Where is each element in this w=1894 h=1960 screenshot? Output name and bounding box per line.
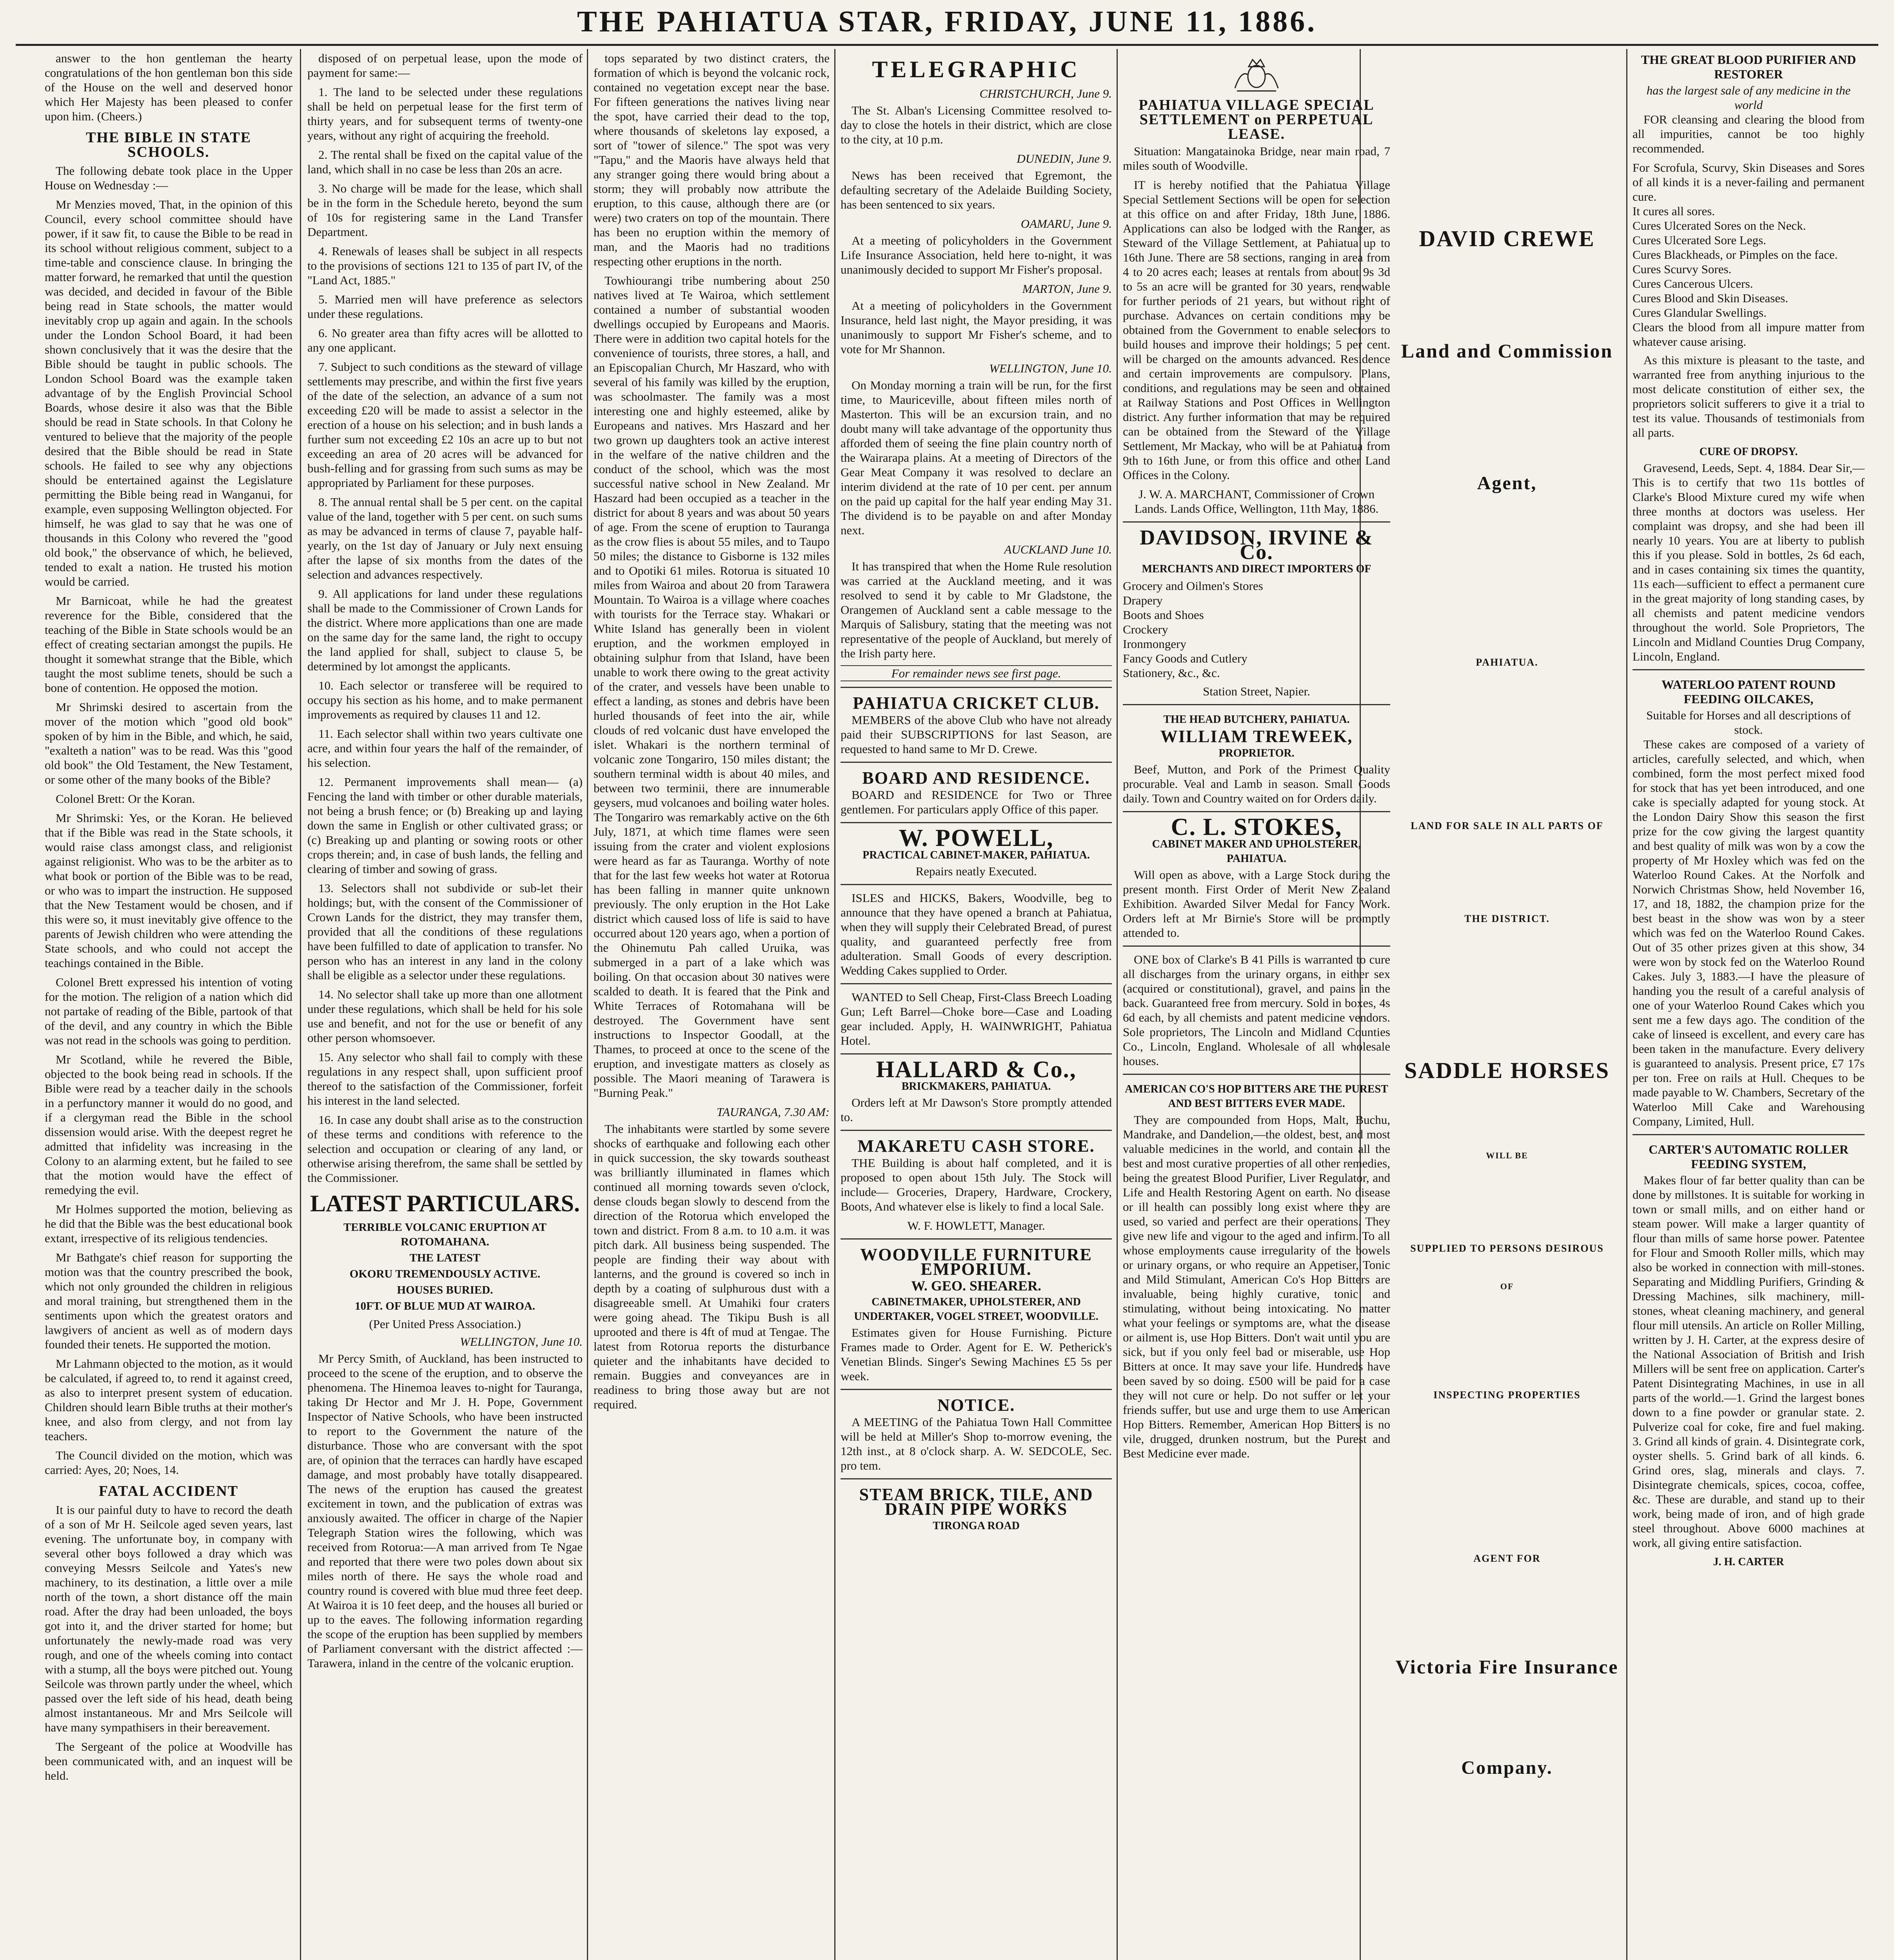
- list-item: Ironmongery: [1123, 637, 1186, 651]
- ad-text: FOR cleansing and clearing the blood from all impurities, cannot be too highly recommended.: [1633, 113, 1865, 155]
- ad-text: Gravesend, Leeds, Sept. 4, 1884. Dear Sir,—This is to certify that two 11s bottles of Clarke's Blood Mixture cured my wife when three months at doctors was useless. Her complaint was dropsy, and she had been ill nearly 10 years. You are at liberty to publish this if you please. Sold in bottles, 2s 6d each, and in cases containing six times the quantity, 11s each—sufficient to effect a permanent cure in the great majority of long standing cases, by all chemists and patent medicine vendors throughout the world. Sole Proprietors, The Lincoln and Midland Counties Drug Company, Lincoln, England.: [1633, 461, 1865, 663]
- ad-text: IT is hereby notified that the Pahiatua Village Special Settlement Sections will be open for selection at this office on and after Friday, 18th June, 1886. Applications can also be lodged with the Ranger, as Steward of the Village Settlement, at Pahiatua up to 16th June. There are 58 sections, ranging in area from 4 to 20 acres each; leases at rentals from about 9s 3d to 5s an acre will be granted for 30 years, renewable for further periods of 21 years, but without right of purchase. Advances on certain conditions may be obtained from the Government to enable selectors to build houses and improve their holdings; 5 per cent. will be charged on the amounts advanced. Residence and certain improvements are compulsory. Plans, conditions, and regulations may be seen and obtained at Railway Stations and Post Offices in Wellington district. Any further information that may be required can be obtained from the Steward of the Village Settlement, Mr Mackay, who will be at Pahiatua from 9th to 16th June, or from this office and other Land Offices in the Colony.: [1123, 178, 1390, 482]
- telegram-text: On Monday morning a train will be run, for the first time, to Mauriceville, about fifteen miles north of Masterton. This will be an excursion train, and no doubt many will take advantage of the opportunity thus afforded them of seeing the fine plain country north of the Wairarapa plains. At a meeting of Directors of the Gear Meat Company it was resolved to declare an interim dividend at the rate of 10 per cent. per annum on the paid up capital for the half year ending May 31. The dividend is to be payable on and after Monday next.: [841, 378, 1112, 537]
- cures-list: [1633, 160, 1865, 349]
- paragraph: Colonel Brett: Or the Koran.: [56, 792, 195, 806]
- dateline: WELLINGTON, June 10.: [989, 361, 1112, 375]
- list-item: Drapery: [1123, 593, 1163, 607]
- list-item: Stationery, &c., &c.: [1123, 666, 1220, 680]
- ad-line: SADDLE HORSES: [1404, 1058, 1610, 1083]
- paragraph: 9. All applications for land under these regulations shall be made to the Commissioner of Crown Lands for the district. Where more applications than one are made on the same day for the same land, the right to occupy the land applied for shall, subject to clause 5, be determined by lot amongst the applicants.: [307, 587, 583, 673]
- telegram-text: News has been received that Egremont, the defaulting secretary of the Adelaide Building Society, has been sentenced to six years.: [841, 169, 1112, 211]
- paragraph: The Council divided on the motion, which was carried: Ayes, 20; Noes, 14.: [45, 1448, 292, 1477]
- ad-text: ISLES and HICKS, Bakers, Woodville, beg to announce that they have opened a branch at Pahiatua, when they will supply their Celebrated Bread, of purest quality, and guaranteed perfectly free from adulteration. Small Goods of every description. Wedding Cakes supplied to Order.: [841, 891, 1112, 977]
- paragraph: 6. No greater area than fifty acres will be allotted to any one applicant.: [307, 326, 583, 354]
- paragraph: 12. Permanent improvements shall mean— (a) Fencing the land with timber or other durable materials, not being a brush fence; or (b) Breaking up and laying down the same in English or other cultivated grass; or (c) Breaking up and planting or sowing roots or other crops therein; and, in case of bush lands, the felling and clearing of timber and sowing of grass.: [307, 775, 583, 876]
- ad-text: THE Building is about half completed, and it is proposed to open about 15th July. The Stock will include— Groceries, Drapery, Hardware, Crockery, Boots, And whatever else is likely to find a local Sale.: [841, 1156, 1112, 1213]
- ad-line: THE DISTRICT.: [1464, 913, 1550, 924]
- ad-line: PAHIATUA.: [1476, 657, 1538, 668]
- ad-title: THE GREAT BLOOD PURIFIER AND RESTORER: [1641, 53, 1856, 81]
- column-7: [1627, 51, 1870, 1960]
- list-item: Cures Blackheads, or Pimples on the face.: [1633, 248, 1838, 261]
- paragraph: The Sergeant of the police at Woodville has been communicated with, and an inquest will be held.: [45, 1740, 292, 1782]
- list-item: Cures Ulcerated Sores on the Neck.: [1633, 219, 1806, 232]
- ad-signature: J. W. A. MARCHANT, Commissioner of Crown Lands. Lands Office, Wellington, 11th May, 1886.: [1134, 487, 1379, 515]
- royal-crest-icon: [1231, 55, 1282, 94]
- section-title-telegraphic: TELEGRAPHIC: [872, 56, 1080, 82]
- ad-text: BOARD and RESIDENCE for Two or Three gentlemen. For particulars apply Office of this paper.: [841, 788, 1112, 816]
- telegram-text: It has transpired that when the Home Rule resolution was carried at the Auckland meeting, and it was resolved to send it by cable to Mr Gladstone, the Orangemen of Auckland sent a cable message to the Marquis of Salisbury, stating that the meeting was not representative of the people of Auckland, but merely of the Irish party here.: [841, 559, 1112, 660]
- ad-hallard: [841, 1053, 1112, 1124]
- article-body-fatal: [45, 1503, 292, 1783]
- goods-list: [1123, 579, 1390, 680]
- ad-text: Beef, Mutton, and Pork of the Primest Quality procurable. Veal and Lamb in season. Small Goods daily. Town and Country waited on for Orders daily.: [1123, 762, 1390, 805]
- dateline: TAURANGA, 7.30 AM:: [716, 1105, 830, 1119]
- list-item: It cures all sores.: [1633, 204, 1715, 218]
- ad-subtitle: PRACTICAL CABINET-MAKER, PAHIATUA.: [863, 849, 1090, 861]
- dateline: AUCKLAND June 10.: [1004, 543, 1112, 556]
- list-item: Cures Cancerous Ulcers.: [1633, 277, 1753, 290]
- ad-role: PROPRIETOR.: [1218, 747, 1295, 759]
- ad-line: OF: [1500, 1281, 1514, 1291]
- paragraph: 14. No selector shall take up more than one allotment under these regulations, which shall be held for his sole use and benefit, and not for the use or benefit of any other person whomsoever.: [307, 987, 583, 1045]
- dateline: CHRISTCHURCH, June 9.: [979, 87, 1112, 100]
- ad-text: Estimates given for House Furnishing. Picture Frames made to Order. Agent for E. W. Petherick's Venetian Blinds. Singer's Sewing Machines £5 5s per week.: [841, 1326, 1112, 1383]
- ad-title: C. L. STOKES,: [1171, 814, 1342, 840]
- ad-waterloo: [1633, 669, 1865, 1129]
- article-body-bible: [45, 163, 292, 1477]
- ad-text: Makes flour of far better quality than can be done by millstones. It is suitable for working in town or small mills, and on either hand or steam power. Will make a larger quantity of flour than mills of same horse power. Patentee for Flour and Smooth Roller mills, which may also be worked in connection with mill-stones. Separating and Middling Purifiers, Grinding & Dressing Machines, silk machinery, mill-stones, wheat cleaning machinery, and general flour mill utensils. An article on Roller Milling, written by J. H. Carter, at the express desire of the National Association of British and Irish Millers will be sent free on application. Carter's Patent Disintegrating Machines, in use in all parts of the world.—1. Grind the largest bones down to a fine powder or granular state. 2. Pulverize coal for coke, fire and fuel making. 3. Grind all kinds of grain. 4. Disintegrate cork, oyster shells. 5. Grind bark of all kinds. 6. Grind ores, slag, minerals and clays. 7. Disintegrate chemicals, spices, cocoa, coffee, &c. These are durable, and stand up to their work, being made of iron, and of high grade steel throughout. Above 6000 machines at work, all giving entire satisfaction.: [1633, 1173, 1865, 1550]
- list-item: Cures Scurvy Sores.: [1633, 262, 1732, 276]
- ad-text: Repairs neatly Executed.: [915, 864, 1037, 878]
- paragraph: 16. In case any doubt shall arise as to the construction of these terms and conditions with reference to the selection and occupation or clearing of any land, or otherwise arising therefrom, the same shall be settled by the Commissioner.: [307, 1113, 583, 1185]
- paragraph: 15. Any selector who shall fail to comply with these regulations in any respect shall, upon sufficient proof thereof to the satisfaction of the Commissioner, forfeit his interest in the land selected.: [307, 1050, 583, 1107]
- paragraph: Colonel Brett expressed his intention of voting for the motion. The religion of a nation which did not partake of reading of the Bible, partook of that of the devil, and any country in which the Bible was not read in the schools was going to perdition.: [45, 975, 292, 1047]
- ad-title: DAVIDSON, IRVINE & Co.: [1140, 526, 1373, 564]
- list-item: Boots and Shoes: [1123, 608, 1204, 622]
- paragraph: It is our painful duty to have to record the death of a son of Mr H. Seilcole aged seven years, last evening. The unfortunate boy, in company with several other boys followed a dray which was conveying Messrs Seilcole and Yates's new machinery, to its destination, a little over a mile north of the town, a short distance off the main road. After the dray had been unloaded, the boys got into it, and the driver started for home; but unfortunately the newly-made road was very rough, and one of the wheels coming into contact with a stump, all the boys were pitched out. Young Seilcole was thrown partly under the wheel, which passed over the left side of his head, death being almost instantaneous. Mr and Mrs Seilcole will have many sympathisers in their bereavement.: [45, 1503, 292, 1734]
- press-association: (Per United Press Association.): [369, 1317, 521, 1331]
- paragraph: 13. Selectors shall not subdivide or sub-let their holdings; but, with the consent of the Commissioner of Crown Lands for the district, they may transfer them, provided that all the conditions of these regulations have been fulfilled to date of application to transfer. No person who has an interest in any land in the colony shall be eligible as a selector under these regulations.: [307, 881, 583, 982]
- ad-text: MEMBERS of the above Club who have not already paid their SUBSCRIPTIONS for last Season, are requested to hand same to Mr D. Crewe.: [841, 713, 1112, 756]
- paragraph: 11. Each selector shall within two years cultivate one acre, and within four years the half of the remainder, of his selection.: [307, 727, 583, 769]
- ad-woodville: [841, 1238, 1112, 1383]
- paragraph: Mr Holmes supported the motion, believing as he did that the Bible was the best educational book extant, irrespective of its religious tendencies.: [45, 1202, 292, 1245]
- intro-paragraph: answer to the hon gentleman the hearty congratulations of the hon gentleman bon this side of the House on the well and deserved honor which Her Majesty has been pleased to confer upon him. (Cheers.): [45, 51, 292, 123]
- paragraph: 3. No charge will be made for the lease, which shall be in the form in the Schedule hereto, beyond the sum of 10s for registering same in the Land Transfer Department.: [307, 181, 583, 239]
- ad-cricket: [841, 687, 1112, 756]
- paragraph: Mr Shrimski: Yes, or the Koran. He believed that if the Bible was read in the State schools, it would raise class amongst class, and religionist against religionist. Who was to be the arbiter as to what book or portion of the Bible was to be read, or who was to impart the instruction. He supposed that the New Testament would be chosen, and if this were so, it must inevitably give offence to the parents of Jewish children who were attending the State schools, and who could not accept the teachings contained in the Bible.: [45, 811, 292, 970]
- ad-line: Company.: [1461, 1757, 1553, 1778]
- article-title-latest: LATEST PARTICULARS.: [310, 1191, 580, 1216]
- eruption-continued: [594, 51, 830, 1100]
- column-4: [835, 51, 1117, 1960]
- ad-address: Station Street, Napier.: [1203, 684, 1310, 698]
- telegram-text: At a meeting of policyholders in the Government Life Insurance Association, held here to-night, it was unanimously decided to support Mr Fisher's proposal.: [841, 234, 1112, 276]
- paragraph: 5. Married men will have preference as selectors under these regulations.: [307, 292, 583, 321]
- paragraph: 8. The annual rental shall be 5 per cent. on the capital value of the land, together with 5 per cent. on such sums as may be advanced in terms of clause 7, payable half-yearly, on the 1st day of January or July next ensuing after the lapse of six months from the dates of the selection and advances respectively.: [307, 495, 583, 581]
- ad-title: AMERICAN CO'S HOP BITTERS ARE THE PUREST AND BEST BITTERS EVER MADE.: [1125, 1083, 1388, 1110]
- ad-text: Will open as above, with a Large Stock during the present month. First Order of Merit New Zealand Exhibition. Awarded Silver Medal for Fancy Work. Orders left at Mr Birnie's Store will be promptly attended to.: [1123, 868, 1390, 940]
- subhead: OKORU TREMENDOUSLY ACTIVE.: [349, 1268, 541, 1280]
- masthead-rule: [16, 44, 1878, 46]
- ad-title: HALLARD & Co.,: [876, 1056, 1077, 1082]
- ad-line: Victoria Fire Insurance: [1395, 1656, 1619, 1678]
- paragraph: 10. Each selector or transferee will be required to occupy his section as his home, and to make permanent improvements as required by clauses 11 and 12.: [307, 679, 583, 721]
- column-3: [588, 51, 835, 1960]
- ad-line: LAND FOR SALE IN ALL PARTS OF: [1411, 820, 1603, 831]
- ad-line: Agent,: [1477, 473, 1537, 494]
- paragraph: The following debate took place in the Upper House on Wednesday :—: [45, 164, 292, 192]
- ad-line: INSPECTING PROPERTIES: [1433, 1389, 1581, 1401]
- ad-isles: [841, 884, 1112, 978]
- ad-hop-bitters: [1123, 1074, 1390, 1461]
- list-item: Fancy Goods and Cutlery: [1123, 652, 1248, 665]
- ad-davidson: [1123, 521, 1390, 699]
- regulations-body: [307, 85, 583, 1185]
- paragraph: 7. Subject to such conditions as the steward of village settlements may prescribe, and within the first five years of the date of the selection, an advance of a sum not exceeding £20 will be made to assist a selector in the erection of a house on his selection; and in bush lands a further sum not exceeding £2 10s an acre up to but not exceeding an area of 20 acres will be advanced for bush-felling and for grassing from such sums as may be appropriated by Parliament for these purposes.: [307, 360, 583, 490]
- subhead: HOUSES BURIED.: [397, 1284, 493, 1296]
- remainder-note: For remainder news see first page.: [841, 665, 1112, 681]
- paragraph: 2. The rental shall be fixed on the capital value of the land, which shall in no case be less than 20s an acre.: [307, 148, 583, 176]
- ad-title-village: PAHIATUA VILLAGE SPECIAL SETTLEMENT on PERPETUAL LEASE.: [1139, 97, 1375, 142]
- telegraphic-items: [841, 86, 1112, 661]
- ad-makaretu: [841, 1130, 1112, 1233]
- paragraph: 1. The land to be selected under these regulations shall be held on perpetual lease for the first term of thirty years, and for subsequent terms of twenty-one years, without any right of acquiring the freehold.: [307, 85, 583, 142]
- ad-subtitle: MERCHANTS AND DIRECT IMPORTERS OF: [1142, 563, 1371, 575]
- column-rule: [300, 49, 301, 1960]
- ad-title: CARTER'S AUTOMATIC ROLLER FEEDING SYSTEM,: [1649, 1142, 1849, 1171]
- ad-steam: [841, 1478, 1112, 1533]
- ad-title: PAHIATUA CRICKET CLUB.: [853, 693, 1100, 713]
- list-item: Cures Glandular Swellings.: [1633, 306, 1767, 319]
- article-title-fatal: FATAL ACCIDENT: [98, 1483, 239, 1499]
- paragraph: Mr Lahmann objected to the motion, as it would be calculated, if agreed to, to rend it against creed, as also to interpret present system of education. Children should learn Bible truths at their mother's knee, and also from clergy, and not from lay teachers.: [45, 1357, 292, 1443]
- ad-powell: [841, 822, 1112, 878]
- article-body-tauranga: The inhabitants were startled by some severe shocks of earthquake and following each other in quick succession, the sky towards southeast was brilliantly illuminated in flames which continued all morning towards seven o'clock, dense clouds began slowly to descend from the direction of the Rotorua which enveloped the town and district. From 8 a.m. to 10 a.m. it was pitch dark. All business being suspended. The people are finding their way about with lanterns, and the ground is covered so inch in depth by a coating of sulphurous dust with a disagreeable smell. At Umahiki four craters were going ahead. The Tikipu Bush is all uprooted and there is 4ft of mud at Tengae. The latest from Rotorua reports the disturbance quieter and the inhabitants have decided to remain. Buggies and conveyances are in readiness to bring those away but are not required.: [594, 1122, 830, 1411]
- ad-subtitle: BRICKMAKERS, PAHIATUA.: [901, 1080, 1051, 1093]
- ad-line: AGENT FOR: [1473, 1553, 1541, 1564]
- ad-title: WATERLOO PATENT ROUND FEEDING OILCAKES,: [1662, 677, 1836, 706]
- ad-title: MAKARETU CASH STORE.: [857, 1136, 1095, 1156]
- list-item: Cures Ulcerated Sore Legs.: [1633, 233, 1766, 247]
- telegram-text: At a meeting of policyholders in the Government Insurance, held last night, the Mayor presiding, it was unanimously to support Mr Fisher's scheme, and to vote for Mr Shannon.: [841, 299, 1112, 356]
- paragraph: Mr Menzies moved, That, in the opinion of this Council, every school committee should have power, if it saw fit, to cause the Bible to be read in its school without religious comment, subject to a time-table and conscience clause. In bringing the matter forward, he remarked that until the question was decided, and decided in favour of the Bible being read in State schools, the matter would inevitably crop up again and again. In the schools under the London School Board, it had been shown conclusively that it was the desire that the Bible should be taught in public schools. The London School Board was the example taken advantage of by the English Provincial School Boards, whose desire it also was that the Bible should be read in State schools. In that Colony he ventured to believe that the majority of the people desired that the Bible should be read in State schools. He failed to see why any objections should be entertained against the Legislature permitting the Bible being read in Wanganui, for example, even supposing Wellington objected. For himself, he was glad to say that he was one of thousands in this Colony who revered the "good old book," the observance of which, he believed, tended to exalt a nation. He trusted his motion would be carried.: [45, 198, 292, 588]
- ad-text: A MEETING of the Pahiatua Town Hall Committee will be held at Miller's Shop to-morrow evening, the 12th inst., at 8 o'clock sharp. A. W. SEDCOLE, Sec. pro tem.: [841, 1415, 1112, 1472]
- ad-title: NOTICE.: [937, 1396, 1015, 1415]
- list-item: Crockery: [1123, 622, 1168, 636]
- ad-situation: Situation: Mangatainoka Bridge, near main road, 7 miles south of Woodville.: [1123, 144, 1390, 172]
- list-item: Cures Blood and Skin Diseases.: [1633, 291, 1788, 305]
- ad-subtitle: CURE OF DROPSY.: [1699, 446, 1798, 458]
- list-item: Clears the blood from all impure matter from whatever cause arising.: [1633, 320, 1865, 348]
- ad-subtitle: TIRONGA ROAD: [933, 1520, 1020, 1532]
- ad-signature: W. F. HOWLETT, Manager.: [907, 1219, 1045, 1232]
- ad-name: DAVID CREWE: [1419, 226, 1595, 251]
- ad-text: They are compounded from Hops, Malt, Buchu, Mandrake, and Dandelion,—the oldest, best, and most valuable medicines in the world, and contain all the best and most curative properties of all other remedies, being the greatest Blood Purifier, Liver Regulator, and Life and Health Restoring Agent on earth. No disease or ill health can possibly long exist where they are used, so varied and perfect are their operations. They give new life and vigour to the aged and infirm. To all whose employments cause irregularity of the bowels or urinary organs, or who require an Appetiser, Tonic and Mild Stimulant, American Co's Hop Bitters are invaluable, being highly curative, tonic and stimulating, without being intoxicating. No matter what your feelings or symptoms are, what the disease or ailment is, use Hop Bitters. Don't wait until you are sick, but if you only feel bad or miserable, use Hop Bitters at once. It may save your life. Hundreds have been saved by so doing. £500 will be paid for a case they will not cure or help. Do not suffer or let your friends suffer, but use and urge them to use American Hop Bitters. Remember, American Hop Bitters is no vile, drugged, drunken nostrum, but the Purest and Best Medicine ever made.: [1123, 1113, 1390, 1460]
- ad-text: These cakes are composed of a variety of articles, carefully selected, and which, when combined, form the most perfect mixed food for stock that has yet been introduced, and one cake is specially adapted for young stock. At the London Dairy Show this season the first prize for the cow giving the largest quantity and best quality of milk was won by a cow the property of Mr Hoxley which was fed on the Waterloo Round Cakes. At the Norfolk and Norwich Christmas Show, held November 16, 17, and 18, 1882, the champion prize for the best beast in the show was won by a steer which was fed on the Waterloo Round Cakes. Out of 35 other prizes given at this show, 34 were won by stock fed on the Waterloo Round Cakes. July 3, 1883.—I have the pleasure of handing you the result of a careful analysis of one of your Waterloo Round Cakes which you sent me a few days ago. The condition of the cake of linseed is excellent, and every care has been taken in the manufacture. Every delivery is guaranteed to analysis. Present price, £7 17s per ton. Free on rails at Hull. Cheques to be made payable to W. Chambers, Secretary of the Waterloo Mill Cake and Warehousing Company, Limited, Hull.: [1633, 737, 1865, 1128]
- column-1: [39, 51, 298, 1960]
- ad-text: ONE box of Clarke's B 41 Pills is warranted to cure all discharges from the urinary organs, in either sex (acquired or constitutional), gravel, and pains in the back. Guaranteed free from mercury. Sold in boxes, 4s 6d each, by all chemists and patent medicine vendors. Sole proprietors, The Lincoln and Midland Counties Co., Lincoln, England. Wholesale of all wholesale houses.: [1123, 953, 1390, 1068]
- dateline: OAMARU, June 9.: [1021, 217, 1112, 230]
- ad-subtitle: CABINETMAKER, UPHOLSTERER, AND UNDERTAKER, VOGEL STREET, WOODVILLE.: [854, 1296, 1099, 1323]
- ad-subtitle: Suitable for Horses and all descriptions of stock.: [1646, 708, 1851, 737]
- ad-title: WILLIAM TREWEEK,: [1160, 727, 1353, 746]
- ad-board: [841, 762, 1112, 817]
- ad-title: BOARD AND RESIDENCE.: [862, 768, 1090, 788]
- ad-line: WILL BE: [1486, 1151, 1528, 1160]
- subhead: THE LATEST: [409, 1252, 481, 1264]
- telegram-text: The St. Alban's Licensing Committee resolved to-day to close the hotels in their district, which are close to the city, at 10 p.m.: [841, 103, 1112, 146]
- ad-footer: J. H. CARTER: [1713, 1556, 1784, 1568]
- masthead: THE PAHIATUA STAR, FRIDAY, JUNE 11, 1886.: [577, 5, 1317, 38]
- subhead: 10FT. OF BLUE MUD AT WAIROA.: [354, 1300, 536, 1312]
- paragraph: Mr Shrimski desired to ascertain from the mover of the motion which "good old book" spoken of by him in the Bible, and which, he said, "exalteth a nation" was to be read. Was this "good old book" the Old Testament, the New Testament, or some other of the many books of the Bible?: [45, 700, 292, 786]
- dateline: WELLINGTON, June 10.: [460, 1335, 583, 1348]
- paragraph: Mr Bathgate's chief reason for supporting the motion was that the country prescribed the book, which not only grounded the children in religious and moral training, but strengthened them in the sentiments upon which the greatest orators and lawgivers of ancient as well as of modern days founded their tenets. He supported the motion.: [45, 1250, 292, 1351]
- ad-clarke-pills: [1123, 946, 1390, 1068]
- ad-title: W. POWELL,: [899, 825, 1054, 851]
- ad-stokes: [1123, 811, 1390, 940]
- ad-subtitle: has the largest sale of any medicine in the world: [1646, 83, 1851, 112]
- ad-title: STEAM BRICK, TILE, AND DRAIN PIPE WORKS: [859, 1485, 1093, 1519]
- ad-subtitle: THE HEAD BUTCHERY, PAHIATUA.: [1163, 713, 1350, 726]
- paragraph: Towhiourangi tribe numbering about 250 natives lived at Te Wairoa, which settlement contained a number of substantial wooden dwellings occupied by Europeans and Maoris. There were in addition two capital hotels for the convenience of tourists, three stores, a hall, and an Episcopalian Church, Mr Haszard, who with several of his family was killed by the eruption, was schoolmaster. The family was a most interesting one and highly esteemed, alike by Europeans and natives. Mrs Haszard and her two grown up daughters took an active interest in the welfare of the native children and the conduct of the school, which was the most successful native school in New Zealand. Mr Haszard had been occupied as a teacher in the district for about 8 years and was about 50 years of age. From the scene of eruption to Tauranga as the crow flies is about 55 miles, and to Taupo 50 miles; the distance to Gisborne is 132 miles and to Opotiki 61 miles. Rotorua is situated 10 miles from Wairoa and about 20 from Tarawera Mountain. To Wairoa is a village where coaches with tourists for the Terrace stay. Whakari or White Island has generally been in violent eruption, and the workmen employed in obtaining sulphur from that Island, have been unable to work there owing to the great activity of the crater, and vessels have been unable to effect a landing, as stones and debris have been hurled thousands of feet into the air, while clouds of red volcanic dust have enveloped the islet. Whakari is the northern terminal of volcanic zone Tongariro, 150 miles distant; the southern terminal width is about 40 miles, and between two terminii, there are innumerable geysers, mud volcanoes and boiling water holes. The Tongariro was remarkably active on the 6th July, 1871, at which time flames were seen issuing from the crater and violent explosions were heard as far as Tauranga. Worthy of note that for the last few weeks hot water at Rotorua has been falling in manner quite unknown previously. The only eruption in the Hot Lake district which caused loss of life is said to have occurred about 120 years ago, when a portion of the Ohinemutu Pah called Uruika, was submerged in a part of a lake which was boiling. On that occasion about 30 natives were scalded to death. It is feared that the Pink and White Terraces of Rotomahana will be destroyed. The Government have sent instructions to Inspector Goodall, at the Thames, to proceed at once to the scene of the eruption, and investigate matters as closely as possible. The Maori meaning of Tarawera is "Burning Peak.": [594, 274, 830, 1100]
- ad-subtitle: CABINET MAKER AND UPHOLSTERER, PAHIATUA.: [1152, 838, 1361, 865]
- ad-wanted: [841, 983, 1112, 1048]
- ad-text: Orders left at Mr Dawson's Store promptly attended to.: [841, 1096, 1112, 1124]
- ad-text: As this mixture is pleasant to the taste, and warranted free from anything injurious to the most delicate constitution of either sex, the proprietors solicit sufferers to give it a trial to test its value. Thousands of testimonials from all parts.: [1633, 353, 1865, 439]
- dateline: MARTON, June 9.: [1022, 282, 1112, 296]
- dateline: DUNEDIN, June 9.: [1017, 152, 1112, 165]
- paragraph: Mr Scotland, while he revered the Bible, objected to the book being read in schools. If the Bible were read by a teacher daily in the schools in a perfunctory manner it would do no good, and if a clergyman read the Bible in the school dissension would arise. With the deepest regret he admitted that infidelity was increasing in the Colony to an alarming extent, but he failed to see that the motion would have the effect of remedying the evil.: [45, 1053, 292, 1197]
- column-5: [1117, 51, 1396, 1960]
- paragraph: tops separated by two distinct craters, the formation of which is beyond the volcanic rock, contained no vegetation except near the base. For fifteen generations the natives living near the spot, have carried their dead to the top, where thousands of skeletons lay exposed, a sort of "tower of silence." The spot was very "Tapu," and the Maoris have always held that any stranger going there would bring about a storm; they will probably now attribute the eruption, to this cause, although there are (or were) two craters on top of the mountain. There has been no eruption within the memory of man, and the Maoris had no traditions respecting other eruptions in the north.: [594, 51, 830, 268]
- ad-notice: [841, 1389, 1112, 1473]
- list-item: For Scrofula, Scurvy, Skin Diseases and Sores of all kinds it is a never-failing and permanent cure.: [1633, 161, 1865, 203]
- regulations-intro: disposed of on perpetual lease, upon the mode of payment for same:—: [307, 51, 583, 80]
- ad-line: Land and Commission: [1401, 340, 1613, 362]
- paragraph: 4. Renewals of leases shall be subject in all respects to the provisions of sections 121 to 135 of part IV, of the "Land Act, 1885.": [307, 244, 583, 287]
- paragraph: Mr Barnicoat, while he had the greatest reverence for the Bible, considered that the teaching of the Bible in State schools would be an effect of creating sectarian amongst the pupils. He thought it somewhat strange that the Bible, which taught the most sublime tenets, should be such a bone of contention. He opposed the motion.: [45, 594, 292, 695]
- column-2: [302, 51, 588, 1960]
- ad-subtitle: W. GEO. SHEARER.: [911, 1278, 1041, 1294]
- ad-butchery: [1123, 704, 1390, 806]
- ad-line: SUPPLIED TO PERSONS DESIROUS: [1410, 1243, 1604, 1254]
- list-item: Grocery and Oilmen's Stores: [1123, 579, 1263, 593]
- article-body-eruption: Mr Percy Smith, of Auckland, has been instructed to proceed to the scene of the eruption, and to observe the phenomena. The Hinemoa leaves to-night for Tauranga, taking Dr Hector and Mr J. H. Pope, Government Inspector of Native Schools, who have been instructed to report to the Government the nature of the disturbance. Those who are conversant with the spot are, of opinion that the terraces can hardly have escaped damage, and most probably have totally disappeared. The news of the eruption has caused the greatest excitement in town, and the publication of extras was anxiously awaited. The officer in charge of the Napier Telegraph Station wires the following, which was received from Rotorua:—A man arrived from Te Ngae and reported that there were two poles down about six miles north of there. He says the whole road and country round is covered with blue mud three feet deep. At Wairoa it is 10 feet deep, and the houses all buried or up to the eaves. The following information regarding the scope of the eruption has been supplied by members of Parliament conversant with the district affected :—Tarawera, inland in the centre of the volcanic eruption.: [307, 1352, 583, 1670]
- subhead: TERRIBLE VOLCANIC ERUPTION AT ROTOMAHANA.: [343, 1221, 547, 1248]
- ad-title: WOODVILLE FURNITURE EMPORIUM.: [860, 1245, 1092, 1279]
- ad-carters: [1633, 1134, 1865, 1569]
- ad-text: WANTED to Sell Cheap, First-Class Breech Loading Gun; Left Barrel—Choke bore—Case and Loading gear included. Apply, H. WAINWRIGHT, Pahiatua Hotel.: [841, 990, 1112, 1047]
- column-6-crewe-ad: [1360, 51, 1643, 1960]
- article-title-bible: THE BIBLE IN STATE SCHOOLS.: [85, 129, 252, 160]
